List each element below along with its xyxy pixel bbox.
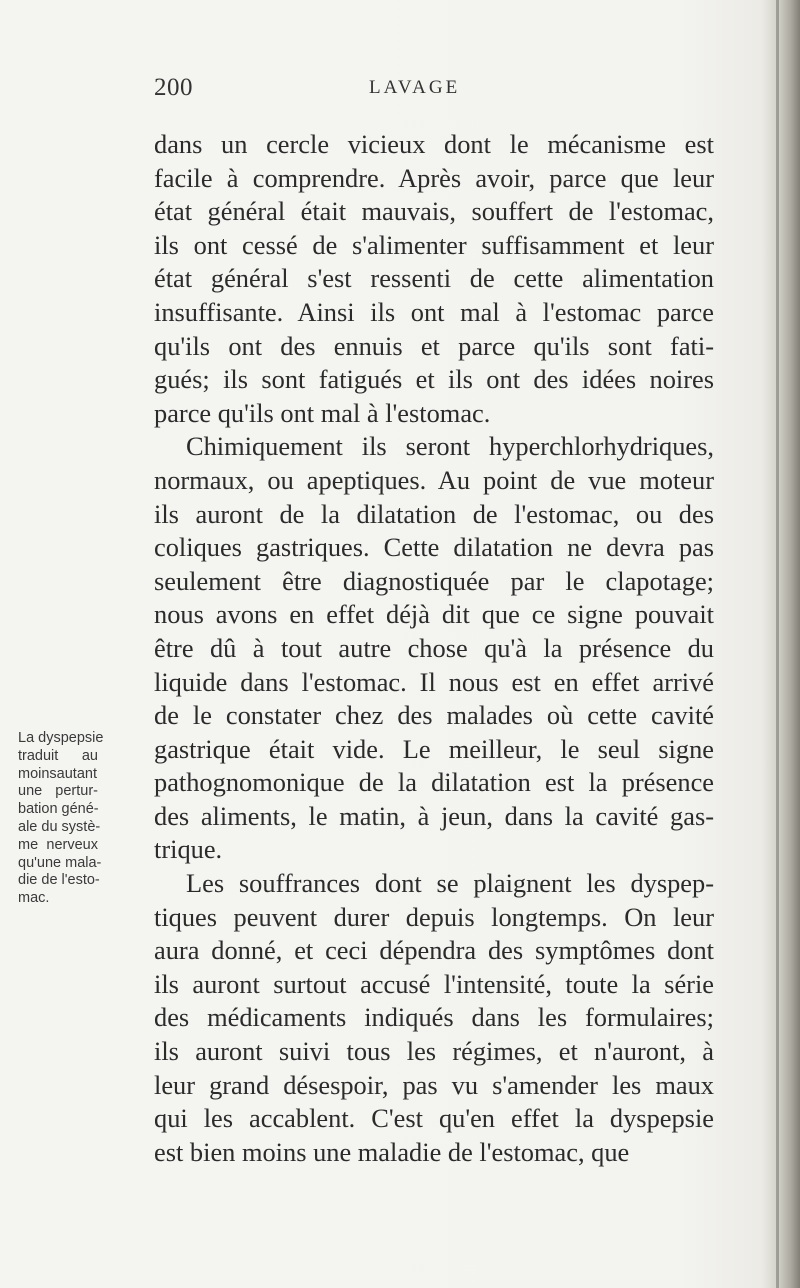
margin-note-line: me nerveux [18,836,98,853]
text-line: leur grand désespoir, pas vu s'amender les maux [154,1069,714,1100]
text-line: des médicaments indiqués dans les formulaires; [154,1002,714,1033]
margin-note-line: une pertur- [18,783,98,800]
text-line: qui les accablent. C'est qu'en effet la dyspepsie [154,1103,714,1134]
text-line: nous avons en effet déjà dit que ce signe pouvait [154,599,714,630]
text-line: gués; ils sont fatigués et ils ont des idées noires [154,364,714,395]
text-line: aura donné, et ceci dépendra des symptômes dont [154,935,714,966]
margin-note-line: bation géné- [18,801,99,818]
text-line: Les souffrances dont se plaignent les dyspep- [186,868,714,899]
text-line: de le constater chez des malades où cette cavité [154,700,714,731]
text-line: pathognomonique de la dilatation est la présence [154,767,714,798]
page-gutter-shadow [762,0,800,1288]
running-title: LAVAGE [369,77,461,98]
text-line: être dû à tout autre chose qu'à la présence du [154,632,714,663]
page-number: 200 [154,74,193,101]
text-line: Chimiquement ils seront hyperchlorhydriques, [186,431,714,462]
page-header [154,74,714,104]
text-line: qu'ils ont des ennuis et parce qu'ils sont fati- [154,330,714,361]
text-line: gastrique était vide. Le meilleur, le seul signe [154,733,714,764]
text-line: état général s'est ressenti de cette alimentation [154,263,714,294]
margin-note-line: ale du systè- [18,818,101,835]
margin-note-line: die de l'esto- [18,872,100,889]
text-line: dans un cercle vicieux dont le mécanisme est [154,129,714,159]
margin-note-line: traduit au [18,747,98,764]
text-line: insuffisante. Ainsi ils ont mal à l'estomac parce [154,296,714,327]
text-line: ils auront surtout accusé l'intensité, toute la série [154,968,714,999]
text-line: des aliments, le matin, à jeun, dans la cavité gas- [154,800,714,831]
text-line: coliques gastriques. Cette dilatation ne devra pas [154,532,714,563]
main-text [154,128,714,1169]
text-line: normaux, ou apeptiques. Au point de vue moteur [154,464,714,495]
margin-note-line: La dyspepsie [18,730,104,746]
text-line: état général était mauvais, souffert de l'estomac, [154,196,714,227]
margin-note-line: qu'une mala- [18,854,102,871]
text-line: tiques peuvent durer depuis longtemps. On leur [154,901,714,932]
text-line: parce qu'ils ont mal à l'estomac. [154,397,491,428]
margin-note-line: moinsautant [18,765,97,782]
text-line: seulement être diagnostiquée par le clapotage; [154,565,714,596]
text-line: liquide dans l'estomac. Il nous est en effet arrivé [154,666,714,697]
text-line: ils ont cessé de s'alimenter suffisamment et leur [154,229,714,260]
text-line: ils auront suivi tous les régimes, et n'auront, à [154,1036,714,1067]
text-line: facile à comprendre. Après avoir, parce que leur [154,162,714,193]
margin-note-line: mac. [18,890,50,907]
margin-note [18,730,104,908]
text-line: trique. [154,834,223,865]
text-line: ils auront de la dilatation de l'estomac, ou des [154,498,714,529]
text-line: est bien moins une maladie de l'estomac, que [154,1136,630,1167]
